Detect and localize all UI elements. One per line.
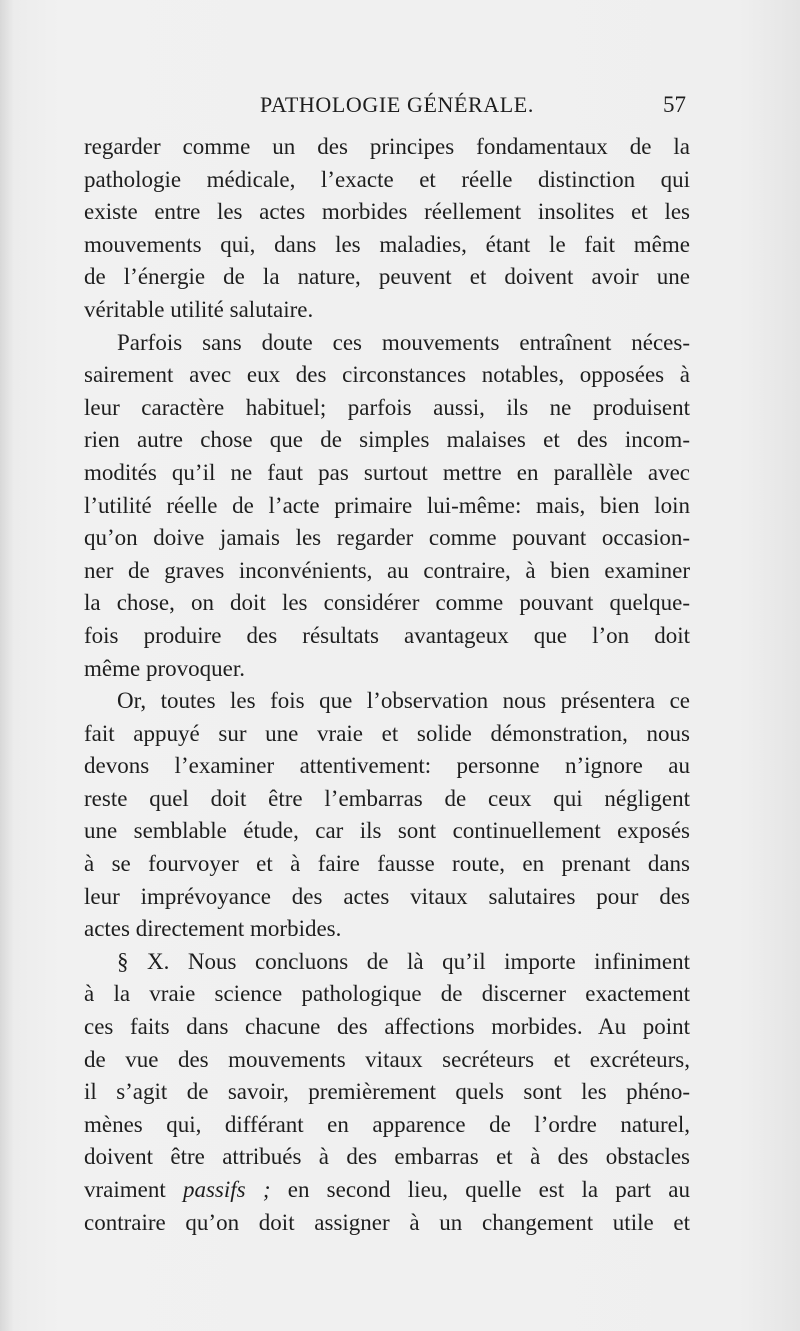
text-line: doivent être attribués à des embarras et à des obstacles: [84, 1144, 690, 1170]
text-line: une semblable étude, car ils sont continuellement exposés: [84, 818, 690, 844]
text-line: ner de graves inconvénients, au contraire, à bien examiner: [84, 557, 690, 583]
text-line: modités qu’il ne faut pas surtout mettre en parallèle avec: [84, 459, 690, 485]
text-line: à se fourvoyer et à faire fausse route, en prenant dans: [84, 851, 690, 877]
text-line: véritable utilité salutaire.: [84, 296, 314, 322]
text-line: fait appuyé sur une vraie et solide démonstration, nous: [84, 720, 690, 746]
text-line: il s’agit de savoir, premièrement quels sont les phéno-: [84, 1079, 690, 1105]
text-line: l’utilité réelle de l’acte primaire lui-même: mais, bien loin: [84, 492, 690, 518]
text-line: § X. Nous concluons de là qu’il importe infiniment: [117, 948, 690, 974]
text-line: la chose, on doit les considérer comme pouvant quelque-: [84, 590, 690, 616]
page-number: 57: [663, 92, 686, 117]
text-line: ces faits dans chacune des affections morbides. Au point: [84, 1014, 690, 1040]
text-line: existe entre les actes morbides réellement insolites et les: [84, 199, 690, 225]
text-line: fois produire des résultats avantageux que l’on doit: [84, 622, 690, 648]
text-line: Or, toutes les fois que l’observation nous présentera ce: [117, 688, 690, 714]
text-segment: en second lieu, quelle est la part au: [270, 1177, 690, 1202]
text-line: de l’énergie de la nature, peuvent et doivent avoir une: [84, 264, 690, 290]
text-line: qu’on doive jamais les regarder comme pouvant occasion-: [84, 525, 690, 551]
text-line: à la vraie science pathologique de discerner exactement: [84, 981, 690, 1007]
text-line: actes directement morbides.: [84, 916, 342, 942]
running-title: PATHOLOGIE GÉNÉRALE.: [260, 92, 534, 117]
text-line: sairement avec eux des circonstances notables, opposées à: [84, 362, 690, 388]
text-line: contraire qu’on doit assigner à un changement utile et: [84, 1209, 690, 1235]
text-line: devons l’examiner attentivement: personne n’ignore au: [84, 753, 690, 779]
text-line: rien autre chose que de simples malaises et des incom-: [84, 427, 690, 453]
text-line: même provoquer.: [84, 655, 245, 681]
text-line: Parfois sans doute ces mouvements entraînent néces-: [117, 329, 690, 355]
text-line: regarder comme un des principes fondamentaux de la: [84, 134, 690, 159]
text-line: leur caractère habituel; parfois aussi, ils ne produisent: [84, 394, 690, 420]
text-line: reste quel doit être l’embarras de ceux qui négligent: [84, 785, 690, 811]
body-text: [84, 131, 690, 1239]
page-header: [84, 92, 690, 126]
text-line: mènes qui, différant en apparence de l’ordre naturel,: [84, 1111, 690, 1137]
text-line-with-italic: [84, 1174, 690, 1207]
text-line: pathologie médicale, l’exacte et réelle distinction qui: [84, 166, 690, 192]
text-line: leur imprévoyance des actes vitaux salutaires pour des: [84, 883, 690, 909]
italic-word: passifs ;: [182, 1177, 271, 1202]
text-segment: vraiment: [84, 1177, 183, 1202]
text-line: mouvements qui, dans les maladies, étant le fait même: [84, 231, 690, 257]
text-line: de vue des mouvements vitaux secréteurs et excréteurs,: [84, 1046, 690, 1072]
